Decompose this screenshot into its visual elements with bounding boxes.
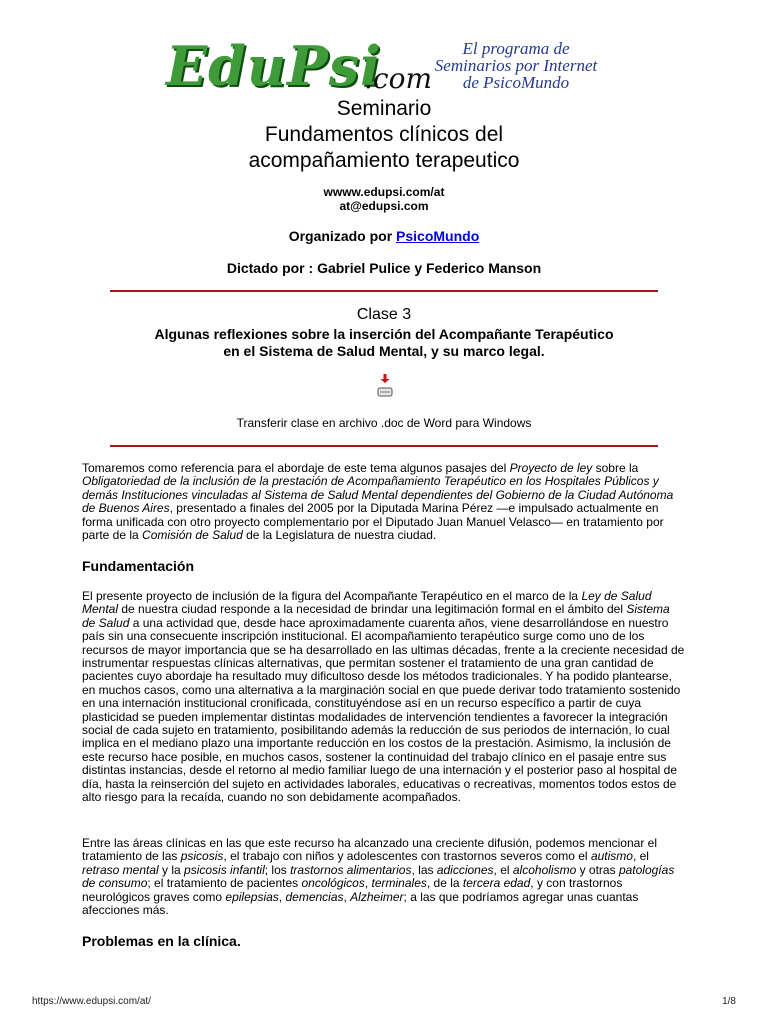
text-run: de nuestra ciudad responde a la necesidad de brindar una legitimación formal en el ámbito del bbox=[118, 602, 627, 617]
logo-brand: EduPsi bbox=[166, 34, 382, 98]
italic-text-run: psicosis infantil bbox=[184, 862, 265, 877]
text-run: y la bbox=[158, 862, 185, 877]
logo-suffix: .com bbox=[364, 62, 432, 95]
text-run: Tomaremos como referencia para el abordaje de este tema algunos pasajes del bbox=[82, 461, 510, 475]
text-run: ; a las que podríamos agregar unas cuantas afecciones más. bbox=[82, 889, 639, 918]
seminar-url: wwww.edupsi.com/at bbox=[323, 185, 445, 199]
print-url: https://www.edupsi.com/at/ bbox=[32, 996, 151, 1007]
clase-label: Clase 3 bbox=[356, 306, 412, 323]
text-run: ; el tratamiento de pacientes bbox=[147, 876, 302, 891]
italic-text-run: retraso mental bbox=[82, 862, 159, 877]
italic-text-run: oncológicos bbox=[301, 876, 365, 891]
download-link-text[interactable]: Transferir clase en archivo .doc de Word para Windows bbox=[236, 416, 532, 430]
italic-text-run: autismo bbox=[590, 849, 633, 864]
seminar-title bbox=[0, 96, 768, 174]
text-run: a una actividad que, desde hace aproximadamente cuarenta años, viene desarrollándose en nuestro país sin una consecuente inscripción institucional. El acompañamiento terapéutico surge como uno de los recursos de mayor importancia que se ha desarrollado en las ultimas décadas, frente a la creciente necesidad de instrumentar respuestas clínicas alternativas, que permitan sostener el tratamiento de una gran cantidad de pacientes cuyo abordaje ha resultado muy dificultoso desde los métodos tradicionales. Y ha podido plantearse, en muchos casos, como una alternativa a la marginación social en que puede derivar todo tratamiento sostenido en una internación institucional cronificada, constituyéndose así en un recurso específico a partir de cuya plasticidad se pueden implementar distintas modalidades de intervención tendientes a favorecer la integración social de cada sujeto en tratamiento, posibilitando además la reducción de sus periodos de internación, lo cual implica en el mediano plazo una importante reducción en los costos de la prestación. Asimismo, la inclusión de este recurso hace posible, en muchos casos, sostener la continuidad del trabajo clínico en el pasaje entre sus distintas instancias, desde el retorno al medio familiar luego de una internación y el posterior paso al hospital de día, hasta la reinserción del sujeto en actividades laborales, educativas o recreativas, momentos todos estos de alto riesgo para la recaída, cuando no son debidamente acompañados. bbox=[82, 615, 685, 805]
text-run: , el trabajo con niños y adolescentes con trastornos severos como el bbox=[223, 849, 591, 864]
divider-rule bbox=[110, 290, 658, 292]
text-run: , el bbox=[632, 849, 649, 864]
intro-paragraph bbox=[82, 462, 686, 542]
italic-text-run: epilepsias bbox=[225, 889, 279, 904]
italic-text-run: terminales bbox=[371, 876, 427, 891]
logo-tagline bbox=[426, 40, 606, 91]
seminar-title-line: acompañamiento terapeutico bbox=[248, 149, 520, 172]
italic-text-run: demencias bbox=[285, 889, 344, 904]
text-run: de la Legislatura de nuestra ciudad. bbox=[242, 528, 437, 543]
italic-text-run: Alzheimer bbox=[350, 889, 404, 904]
heading-fundamentacion: Fundamentación bbox=[82, 558, 195, 574]
italic-text-run: Proyecto de ley bbox=[509, 461, 593, 475]
text-run: , las bbox=[411, 862, 437, 877]
text-run: Entre las áreas clínicas en las que este recurso ha alcanzado una creciente difusión, podemos mencionar el tratamiento de las bbox=[82, 836, 657, 864]
clase-subtitle-line: Algunas reflexiones sobre la inserción del Acompañante Terapéutico bbox=[154, 326, 614, 342]
psicomundo-link[interactable]: PsicoMundo bbox=[396, 228, 480, 244]
dictated-by: Dictado por : Gabriel Pulice y Federico Manson bbox=[226, 260, 542, 276]
divider-rule bbox=[110, 445, 658, 447]
logo-tagline-line: Seminarios por Internet bbox=[434, 56, 598, 75]
italic-text-run: psicosis bbox=[180, 849, 224, 864]
text-run: , presentado a finales del 2005 por la Diputada Marina Pérez —e impulsado actualmente en forma unificada con otro proyecto complementario por el Diputado Juan Manuel Velasco— en tratamiento por parte de la bbox=[82, 501, 664, 543]
clase-subtitle bbox=[0, 326, 768, 360]
clase-subtitle-line: en el Sistema de Salud Mental, y su marco legal. bbox=[223, 343, 545, 359]
organized-prefix: Organizado por bbox=[288, 228, 397, 244]
text-run: , bbox=[343, 889, 351, 904]
italic-text-run: Comisión de Salud bbox=[142, 528, 243, 543]
italic-text-run: Obligatoriedad de la inclusión de la prestación de Acompañamiento Terapéutico en los Hospitales Públicos y demás Instituciones vinculadas al Sistema de Salud Mental dependientes del Gobierno de la Ciudad Autónoma de Buenos Aires bbox=[82, 474, 674, 516]
text-run: , bbox=[364, 876, 372, 891]
italic-text-run: Ley de Salud Mental bbox=[82, 589, 652, 617]
clinical-areas-paragraph bbox=[82, 837, 686, 917]
download-disk-icon[interactable] bbox=[376, 373, 394, 399]
text-run: y otras bbox=[576, 862, 619, 877]
seminar-label: Seminario bbox=[336, 97, 432, 120]
italic-text-run: tercera edad bbox=[462, 876, 531, 891]
edupsi-logo[interactable] bbox=[166, 36, 606, 96]
seminar-title-line: Fundamentos clínicos del bbox=[264, 123, 504, 146]
fundamentacion-paragraph bbox=[82, 590, 686, 805]
heading-problemas: Problemas en la clínica. bbox=[82, 933, 241, 949]
italic-text-run: trastornos alimentarios bbox=[290, 862, 412, 877]
organized-by bbox=[0, 228, 768, 244]
logo-tagline-line: de PsicoMundo bbox=[462, 73, 570, 92]
text-run: , y con trastornos neurológicos graves como bbox=[82, 876, 623, 904]
text-run: , bbox=[278, 889, 286, 904]
text-run: , el bbox=[493, 862, 513, 877]
seminar-contact bbox=[0, 185, 768, 213]
logo-tagline-line: El programa de bbox=[462, 39, 570, 58]
italic-text-run: adicciones bbox=[436, 862, 494, 877]
italic-text-run: alcoholismo bbox=[512, 862, 577, 877]
italic-text-run: patologías de consumo bbox=[82, 862, 675, 891]
text-run: El presente proyecto de inclusión de la figura del Acompañante Terapéutico en el marco de la bbox=[82, 589, 582, 603]
print-page-number: 1/8 bbox=[722, 996, 736, 1007]
italic-text-run: Sistema de Salud bbox=[82, 602, 670, 630]
seminar-email: at@edupsi.com bbox=[339, 199, 429, 213]
text-run: ; los bbox=[264, 862, 291, 877]
text-run: sobre la bbox=[592, 461, 639, 475]
text-run: , de la bbox=[426, 876, 463, 891]
